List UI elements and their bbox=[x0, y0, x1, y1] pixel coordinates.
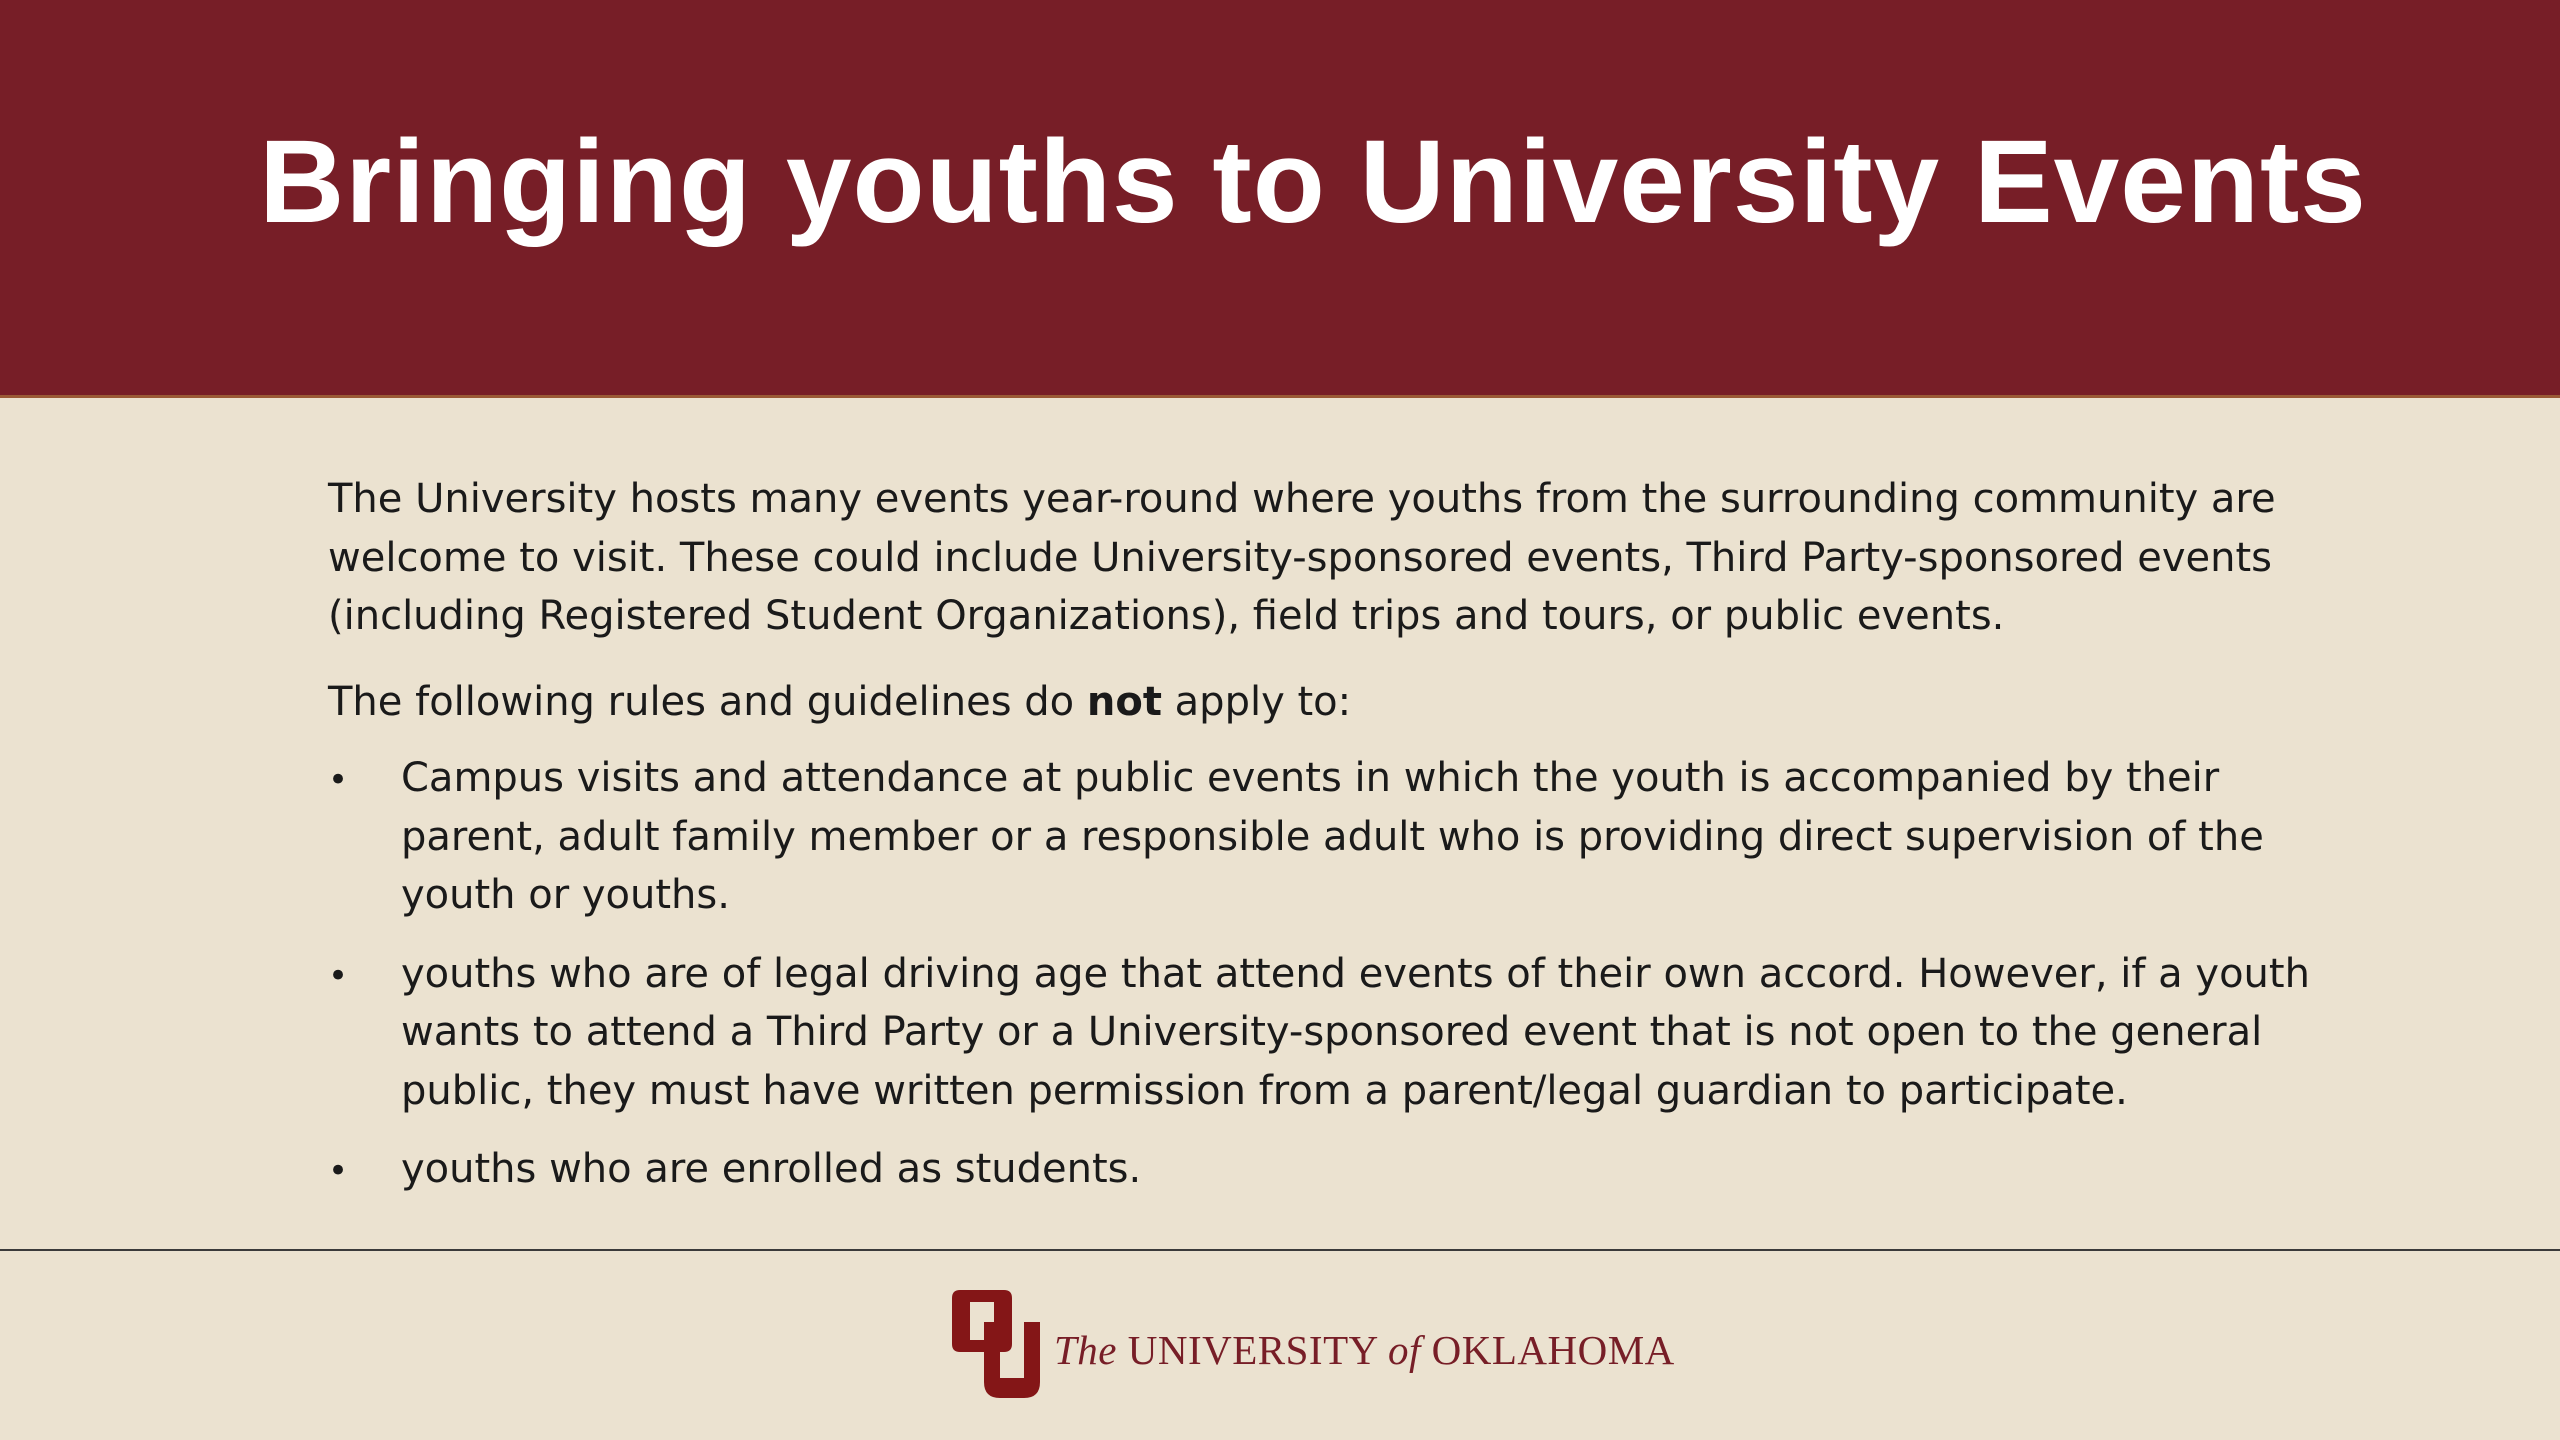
rules-lead-before: The following rules and guidelines do bbox=[328, 678, 1087, 725]
footer-divider bbox=[0, 1249, 2560, 1251]
list-item bbox=[328, 749, 2368, 925]
rules-lead-after: apply to: bbox=[1161, 678, 1352, 725]
name-the: The bbox=[1054, 1327, 1117, 1373]
university-name bbox=[1054, 1326, 1675, 1374]
ou-interlocking-logo-icon bbox=[950, 1286, 1042, 1402]
university-logo bbox=[950, 1286, 1675, 1402]
list-item-text: youths who are of legal driving age that attend events of their own accord. However, if a youth wants to attend a Third Party or a University-sponsored event that is not open to the general public, they must have written permission from a parent/legal guardian to participate. bbox=[401, 950, 2310, 1114]
list-item bbox=[328, 945, 2368, 1121]
bullet-icon: • bbox=[328, 760, 349, 800]
exceptions-list bbox=[328, 749, 2368, 1199]
rules-lead-paragraph bbox=[328, 673, 2368, 732]
rules-lead-emphasis: not bbox=[1086, 678, 1162, 725]
intro-paragraph: The University hosts many events year-round where youths from the surrounding community are welcome to visit. These could include University-sponsored events, Third Party-sponsored events (including Registered Student Organizations), field trips and tours, or public events. bbox=[328, 476, 2276, 639]
list-item-text: Campus visits and attendance at public events in which the youth is accompanied by their parent, adult family member or a responsible adult who is providing direct supervision of the youth or youths. bbox=[401, 755, 2264, 918]
name-university: UNIVERSITY bbox=[1127, 1327, 1378, 1373]
list-item bbox=[328, 1140, 2368, 1199]
name-oklahoma: OKLAHOMA bbox=[1431, 1327, 1675, 1373]
slide-body bbox=[328, 470, 2368, 1219]
slide-header bbox=[0, 0, 2560, 398]
slide-title: Bringing youths to University Events bbox=[259, 116, 2367, 248]
bullet-icon: • bbox=[328, 1151, 349, 1191]
list-item-text: youths who are enrolled as students. bbox=[401, 1146, 1142, 1192]
bullet-icon: • bbox=[328, 955, 349, 996]
name-of: of bbox=[1387, 1327, 1421, 1373]
